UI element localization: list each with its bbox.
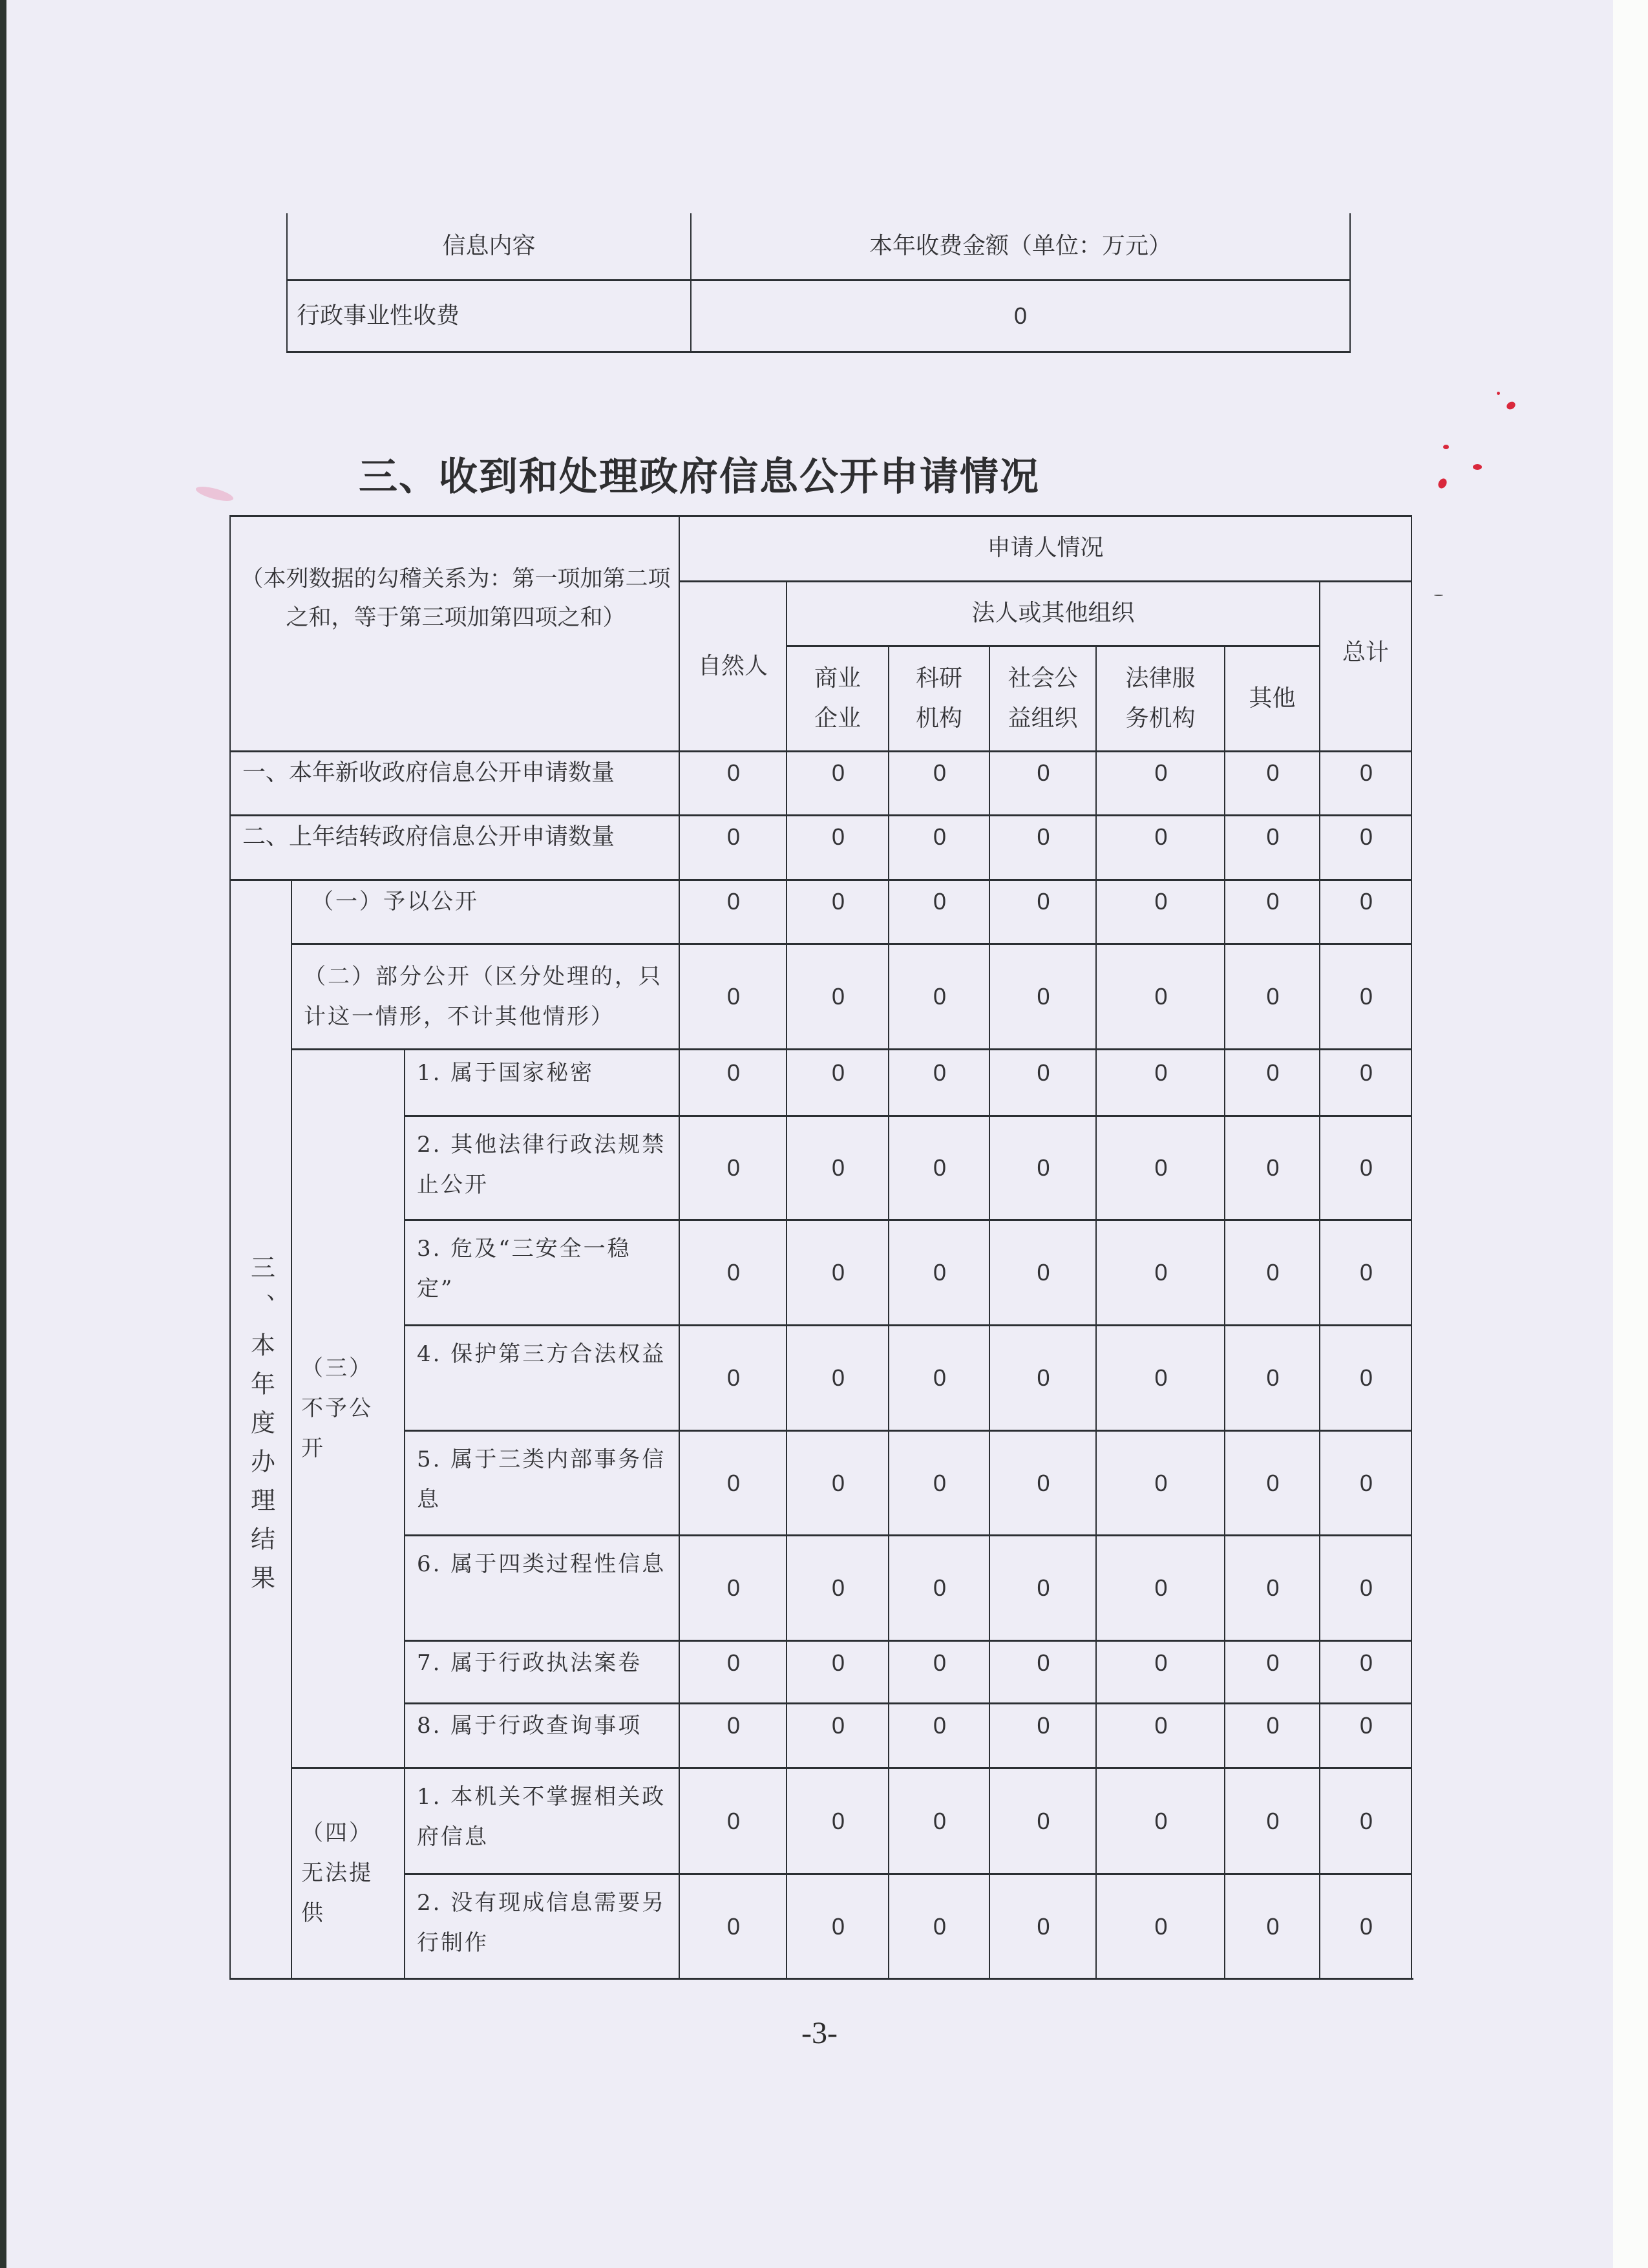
- value-cell: 0: [1154, 1259, 1168, 1286]
- value-cell: 0: [1266, 887, 1280, 915]
- value-cell: 0: [1266, 1059, 1280, 1086]
- scan-right-margin: [1613, 0, 1648, 2268]
- value-cell: 0: [1266, 1364, 1280, 1391]
- value-cell: 0: [831, 983, 845, 1010]
- value-cell: 0: [726, 1059, 741, 1086]
- value-cell: 0: [1266, 1154, 1280, 1181]
- fee-row-label: 行政事业性收费: [297, 302, 460, 329]
- section-title: 三、收到和处理政府信息公开申请情况: [359, 454, 1040, 500]
- value-cell: 0: [933, 1574, 947, 1601]
- fee-value: 0: [1013, 302, 1028, 329]
- value-cell: 0: [726, 1712, 741, 1739]
- header-research: [889, 646, 989, 750]
- value-cell: 0: [1359, 1807, 1373, 1834]
- result-section-label: 三、本年度办理结果: [246, 1255, 275, 1604]
- header-commercial-l2: 企业: [814, 705, 861, 732]
- row-label-partial: （二）部分公开（区分处理的，只计这一情形，不计其他情形）: [304, 964, 662, 1030]
- value-cell: 0: [726, 1469, 741, 1496]
- value-cell: 0: [1154, 983, 1168, 1010]
- value-cell: 0: [831, 1807, 845, 1834]
- header-commercial-l1: 商业: [814, 664, 861, 692]
- value-cell: 0: [1359, 1364, 1373, 1391]
- value-cell: 0: [726, 823, 741, 850]
- value-cell: 0: [933, 1913, 947, 1940]
- value-cell: 0: [831, 1913, 845, 1940]
- value-cell: 0: [1266, 823, 1280, 850]
- value-cell: 0: [1266, 1259, 1280, 1286]
- value-cell: 0: [1037, 983, 1050, 1010]
- value-cell: 0: [933, 823, 947, 850]
- value-cell: 0: [1037, 1574, 1050, 1601]
- value-cell: 0: [1037, 1154, 1050, 1181]
- header-total: 总计: [1342, 639, 1389, 666]
- value-cell: 0: [1154, 1807, 1168, 1834]
- corner-note: （本列数据的勾稽关系为：第一项加第二项之和，等于第三项加第四项之和）: [240, 566, 671, 631]
- value-cell: 0: [1037, 1649, 1050, 1676]
- header-applicant: 申请人情况: [987, 534, 1104, 561]
- value-cell: 0: [1359, 983, 1373, 1010]
- value-cell: 0: [726, 759, 741, 786]
- header-commercial: [787, 646, 888, 750]
- value-cell: 0: [1154, 1649, 1168, 1676]
- value-cell: 0: [1359, 1154, 1373, 1181]
- header-research-l1: 科研: [915, 664, 962, 692]
- value-cell: 0: [1154, 823, 1168, 850]
- value-cell: 0: [933, 1807, 947, 1834]
- header-legal-service-l1: 法律服: [1125, 664, 1196, 692]
- fee-row-value: [692, 281, 1349, 352]
- value-cell: 0: [831, 1574, 845, 1601]
- header-research-l2: 机构: [915, 705, 962, 732]
- item-label-2: 2. 其他法律行政法规禁止公开: [417, 1132, 666, 1198]
- row-label-disclosed: （一）予以公开: [312, 888, 479, 915]
- value-cell: 0: [933, 759, 947, 786]
- value-cell: 0: [1154, 1469, 1168, 1496]
- speck: [1505, 400, 1517, 411]
- value-cell: 0: [831, 1649, 845, 1676]
- value-cell: 0: [1359, 759, 1373, 786]
- item-label-cp-2: 2. 没有现成信息需要另行制作: [417, 1890, 666, 1956]
- value-cell: 0: [726, 1259, 741, 1286]
- value-cell: 0: [726, 1913, 741, 1940]
- col-line-3: [989, 645, 990, 1980]
- value-cell: 0: [726, 1154, 741, 1181]
- value-cell: 0: [1037, 1364, 1050, 1391]
- value-cell: 0: [726, 1807, 741, 1834]
- value-cell: 0: [1266, 1913, 1280, 1940]
- value-cell: 0: [831, 1469, 845, 1496]
- col-line-2: [888, 645, 889, 1980]
- value-cell: 0: [726, 887, 741, 915]
- header-legal-service-l2: 务机构: [1125, 705, 1196, 732]
- item-label-7: 7. 属于行政执法案卷: [417, 1649, 642, 1676]
- value-cell: 0: [1359, 823, 1373, 850]
- value-cell: 0: [1154, 1154, 1168, 1181]
- value-cell: 0: [1359, 1259, 1373, 1286]
- page-number: -3-: [801, 2016, 838, 2050]
- value-cell: 0: [1037, 1913, 1050, 1940]
- value-cell: 0: [933, 1154, 947, 1181]
- value-cell: 0: [1154, 1712, 1168, 1739]
- value-cell: 0: [1154, 1574, 1168, 1601]
- item-label-8: 8. 属于行政查询事项: [417, 1712, 642, 1739]
- group-label-not-disclosed: （三）不予公开: [301, 1355, 373, 1461]
- speck: [1473, 464, 1482, 470]
- header-natural-person: 自然人: [697, 652, 768, 679]
- group-label-cannot-provide: （四）无法提供: [301, 1820, 373, 1926]
- value-cell: 0: [933, 887, 947, 915]
- value-cell: 0: [1037, 887, 1050, 915]
- value-cell: 0: [1266, 1712, 1280, 1739]
- value-cell: 0: [831, 1712, 845, 1739]
- value-cell: 0: [1359, 1712, 1373, 1739]
- value-cell: 0: [831, 1154, 845, 1181]
- item-label-3: 3. 危及“三安全一稳定”: [417, 1236, 631, 1302]
- value-cell: 0: [831, 823, 845, 850]
- header-public-welfare-l1: 社会公: [1008, 664, 1078, 692]
- value-cell: 0: [1266, 759, 1280, 786]
- value-cell: 0: [1266, 1807, 1280, 1834]
- table-right-border: [1411, 515, 1412, 1980]
- value-cell: 0: [933, 1469, 947, 1496]
- value-cell: 0: [1037, 1469, 1050, 1496]
- value-cell: 0: [1037, 1259, 1050, 1286]
- value-cell: 0: [1037, 823, 1050, 850]
- header-public-welfare-l2: 益组织: [1008, 705, 1078, 732]
- value-cell: 0: [831, 1259, 845, 1286]
- header-legal-service: [1097, 646, 1224, 750]
- speck: [1443, 445, 1449, 449]
- item-label-4: 4. 保护第三方合法权益: [417, 1341, 666, 1367]
- value-cell: 0: [1154, 887, 1168, 915]
- fee-header-content: 信息内容: [442, 233, 536, 259]
- table-bottom-border: [229, 1978, 1413, 1980]
- smudge: [195, 484, 235, 504]
- value-cell: 0: [1037, 1807, 1050, 1834]
- value-cell: 0: [831, 759, 845, 786]
- value-cell: 0: [1154, 1364, 1168, 1391]
- value-cell: 0: [1359, 1913, 1373, 1940]
- value-cell: 0: [831, 1059, 845, 1086]
- speck: [1497, 392, 1500, 395]
- value-cell: 0: [933, 983, 947, 1010]
- row-label-new: 一、本年新收政府信息公开申请数量: [242, 759, 615, 786]
- value-cell: 0: [1154, 1059, 1168, 1086]
- item-label-6: 6. 属于四类过程性信息: [417, 1551, 666, 1577]
- col-line-4: [1095, 645, 1097, 1980]
- scan-left-edge: [0, 0, 6, 2268]
- value-cell: 0: [933, 1059, 947, 1086]
- fee-table-border-right: [1349, 213, 1351, 352]
- value-cell: 0: [726, 1649, 741, 1676]
- value-cell: 0: [1266, 1469, 1280, 1496]
- value-cell: 0: [933, 1712, 947, 1739]
- value-cell: 0: [1359, 1649, 1373, 1676]
- value-cell: 0: [933, 1259, 947, 1286]
- value-cell: 0: [831, 887, 845, 915]
- value-cell: 0: [1266, 983, 1280, 1010]
- col-line-5: [1224, 645, 1225, 1980]
- value-cell: 0: [1154, 759, 1168, 786]
- col-line-total: [1319, 580, 1320, 1980]
- value-cell: 0: [933, 1364, 947, 1391]
- value-cell: 0: [1359, 1059, 1373, 1086]
- col-line-legal-start: [786, 580, 787, 1980]
- value-cell: 0: [1037, 1059, 1050, 1086]
- value-cell: 0: [726, 1364, 741, 1391]
- value-cell: 0: [726, 1574, 741, 1601]
- row-rule-4: [291, 1048, 1412, 1050]
- item-label-1: 1. 属于国家秘密: [417, 1059, 595, 1086]
- value-cell: 0: [1359, 887, 1373, 915]
- header-other: 其他: [1249, 684, 1296, 712]
- value-cell: 0: [1359, 1469, 1373, 1496]
- value-cell: 0: [1359, 1574, 1373, 1601]
- fee-header-amount: 本年收费金额（单位：万元）: [869, 233, 1172, 259]
- row-label-carryover: 二、上年结转政府信息公开申请数量: [242, 823, 615, 850]
- value-cell: 0: [831, 1364, 845, 1391]
- value-cell: 0: [1037, 1712, 1050, 1739]
- item-label-cp-1: 1. 本机关不掌握相关政府信息: [417, 1784, 666, 1850]
- item-label-5: 5. 属于三类内部事务信息: [417, 1447, 666, 1512]
- value-cell: 0: [1266, 1574, 1280, 1601]
- header-public-welfare: [990, 646, 1095, 750]
- value-cell: 0: [1037, 759, 1050, 786]
- header-legal-group: 法人或其他组织: [971, 600, 1135, 626]
- speck: [1437, 477, 1448, 490]
- value-cell: 0: [933, 1649, 947, 1676]
- value-cell: 0: [1266, 1649, 1280, 1676]
- value-cell: 0: [726, 983, 741, 1010]
- dash-mark: [1434, 595, 1443, 596]
- value-cell: 0: [1154, 1913, 1168, 1940]
